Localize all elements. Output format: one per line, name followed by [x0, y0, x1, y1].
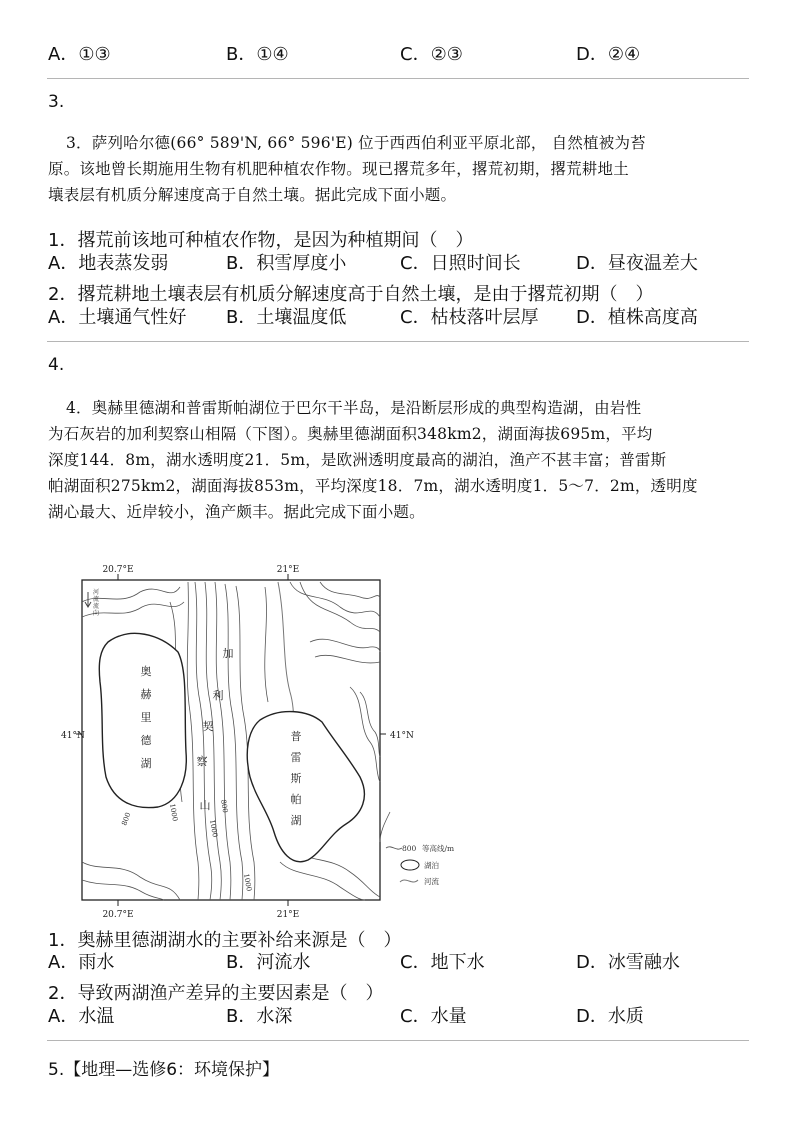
option-d[interactable]: D．植株高度高 [576, 307, 698, 328]
lake-label-char: 雷 [290, 751, 302, 764]
option-c[interactable]: C．日照时间长 [400, 253, 521, 274]
contour-value: 1000 [242, 872, 254, 892]
option-d[interactable]: D．昼夜温差大 [576, 253, 698, 274]
stem-line: 壤表层有机质分解速度高于自然土壤。据此完成下面小题。 [48, 186, 457, 204]
option-b[interactable]: B．河流水 [226, 952, 311, 973]
legend-contour-label: 等高线/m [422, 844, 455, 853]
mountain-label-char: 山 [199, 799, 211, 812]
contour-value: 1000 [208, 818, 220, 838]
question-stem [48, 395, 752, 525]
option-a[interactable]: A．地表蒸发弱 [48, 253, 169, 274]
question-stem [48, 130, 752, 208]
contour-value: 800 [219, 798, 230, 814]
option-c[interactable]: C．②③ [400, 44, 463, 65]
contour-value: 800 [120, 811, 133, 827]
river-legend-icon [400, 880, 418, 882]
option-c[interactable]: C．水量 [400, 1006, 467, 1027]
stem-line: 3．萨列哈尔德(66° 589'N, 66° 596'E) 位于西西伯利亚平原北部， 自然植被为苔 [66, 134, 646, 152]
option-a[interactable]: A．雨水 [48, 952, 115, 973]
option-c[interactable]: C．枯枝落叶层厚 [400, 307, 539, 328]
lake-label-char: 德 [140, 734, 152, 747]
longitude-label: 21°E [276, 565, 300, 575]
stem-line: 原。该地曾长期施用生物有机肥种植农作物。现已撂荒多年，撂荒初期，撂荒耕地土 [48, 160, 629, 178]
question-number: 3. [48, 92, 65, 112]
divider [47, 1040, 749, 1041]
sub-question: 1．撂荒前该地可种植农作物，是因为种植期间（ ） [48, 230, 474, 251]
divider [47, 78, 749, 79]
stem-line: 湖心最大、近岸较小，渔产颇丰。据此完成下面小题。 [48, 503, 425, 521]
lake-label-char: 里 [140, 711, 152, 724]
longitude-label: 20.7°E [102, 910, 134, 920]
stem-line: 为石灰岩的加利契察山相隔（下图）。奥赫里德湖面积348km2，湖面海拔695m，平均 [48, 425, 653, 443]
divider [47, 341, 749, 342]
lake-label-char: 湖 [140, 757, 152, 770]
question-heading: 5.【地理—选修6：环境保护】 [48, 1060, 280, 1080]
mountain-label-char: 契 [202, 720, 214, 733]
lake-label-char: 普 [290, 730, 302, 743]
lake-legend-icon [401, 860, 419, 870]
sub-question: 2．撂荒耕地土壤表层有机质分解速度高于自然土壤，是由于撂荒初期（ ） [48, 284, 654, 305]
sub-question: 1．奥赫里德湖湖水的主要补给来源是（ ） [48, 930, 402, 951]
longitude-label: 21°E [276, 910, 300, 920]
latitude-label: 41°N [61, 731, 85, 741]
longitude-label: 20.7°E [102, 565, 134, 575]
legend-lake-label: 湖泊 [424, 861, 439, 870]
flow-label-char: 流 [93, 603, 100, 610]
option-d[interactable]: D．水质 [576, 1006, 644, 1027]
stem-line: 深度144．8m，湖水透明度21．5m，是欧洲透明度最高的湖泊，渔产不甚丰富；普雷斯 [48, 451, 667, 469]
option-b[interactable]: B．①④ [226, 44, 289, 65]
legend-contour-sample: 800 [402, 844, 417, 853]
lake-label-char: 赫 [140, 688, 152, 701]
option-d[interactable]: D．②④ [576, 44, 641, 65]
lake-label-char: 奥 [140, 665, 152, 678]
latitude-label: 41°N [390, 731, 414, 741]
lake-prespa [247, 712, 364, 862]
option-b[interactable]: B．土壤温度低 [226, 307, 347, 328]
flow-label-char: 向 [93, 610, 100, 617]
lake-label-char: 帕 [290, 793, 302, 806]
lake-label-char: 湖 [290, 814, 302, 827]
stem-line: 帕湖面积275km2，湖面海拔853m，平均深度18．7m，湖水透明度1．5～7．2m，透明度 [48, 477, 698, 495]
flow-label-char: 河 [93, 589, 100, 596]
option-a[interactable]: A．土壤通气性好 [48, 307, 187, 328]
sub-question: 2．导致两湖渔产差异的主要因素是（ ） [48, 983, 384, 1004]
option-d[interactable]: D．冰雪融水 [576, 952, 680, 973]
mountain-label-char: 加 [222, 647, 234, 660]
mountain-label-char: 利 [212, 689, 224, 702]
stem-line: 4．奥赫里德湖和普雷斯帕湖位于巴尔干半岛，是沿断层形成的典型构造湖，由岩性 [66, 399, 642, 417]
question-number: 4. [48, 355, 65, 375]
lake-label-char: 斯 [290, 772, 302, 785]
flow-label-char: 流 [93, 596, 100, 603]
legend-river-label: 河流 [424, 877, 439, 886]
option-a[interactable]: A．水温 [48, 1006, 115, 1027]
contour-value: 1000 [168, 802, 180, 822]
option-a[interactable]: A．①③ [48, 44, 111, 65]
contour-legend-icon [386, 847, 402, 849]
flow-arrow-icon [85, 592, 91, 607]
topographic-map [60, 562, 460, 922]
map-legend [386, 843, 454, 886]
option-c[interactable]: C．地下水 [400, 952, 485, 973]
mountain-label-char: 察 [196, 755, 208, 768]
option-b[interactable]: B．水深 [226, 1006, 293, 1027]
option-b[interactable]: B．积雪厚度小 [226, 253, 347, 274]
